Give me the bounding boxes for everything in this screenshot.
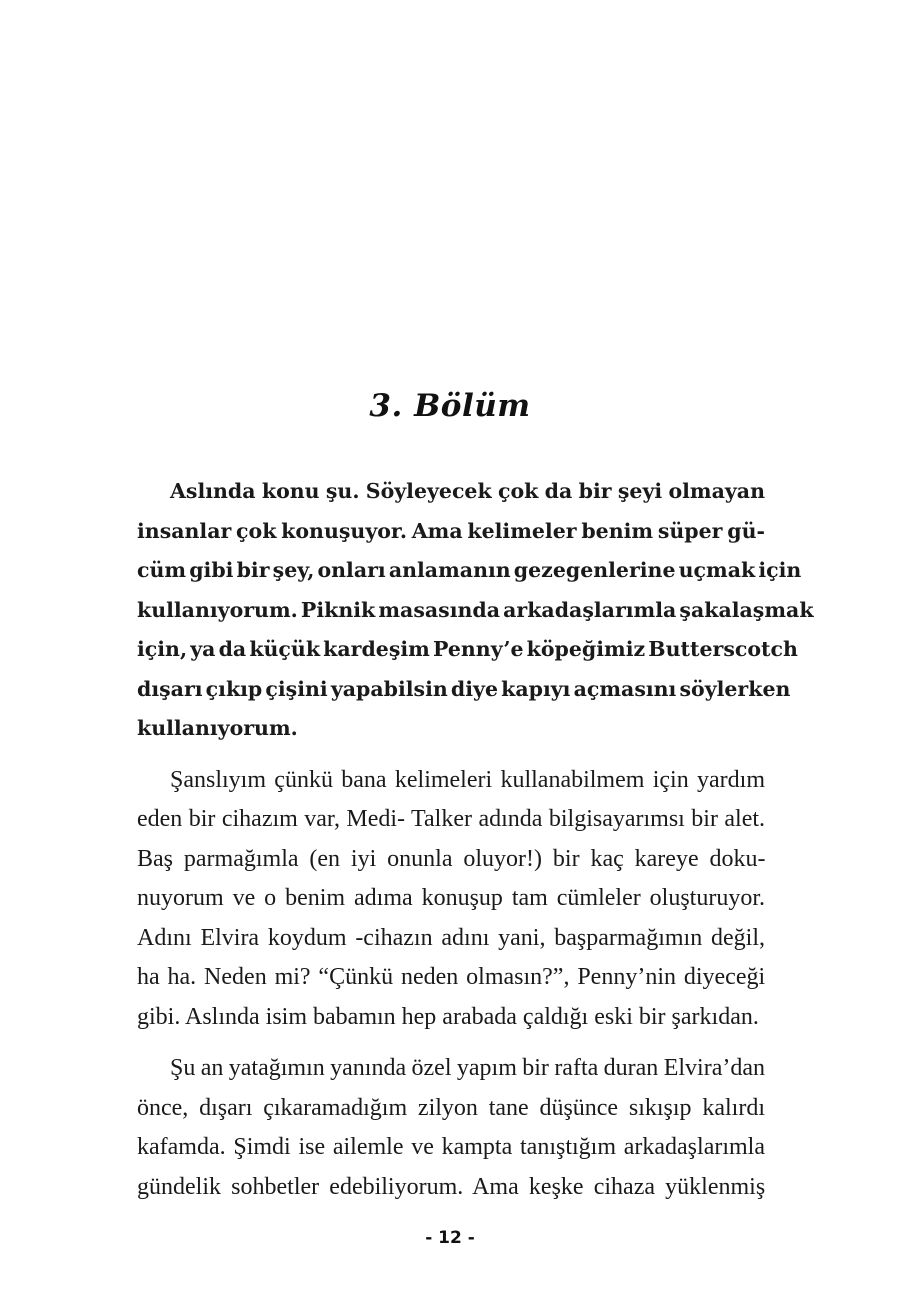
- text-line: cüm gibi bir şey, onları anlamanın gezegenlerine uçmak için: [137, 558, 802, 582]
- text-line: gibi. Aslında isim babamın hep arabada çaldığı eski bir şarkıdan.: [137, 1003, 759, 1030]
- text-line: eden bir cihazım var, Medi- Talker adında bilgisayarımsı bir alet.: [137, 806, 766, 832]
- text-line: gündelik sohbetler edebiliyorum. Ama keşke cihaza yüklenmiş: [137, 1173, 766, 1200]
- chapter-title: 3. Bölüm: [369, 388, 531, 424]
- text-line: Şu an yatağımın yanında özel yapım bir rafta duran Elvira’dan: [170, 1055, 765, 1081]
- text-line: dışarı çıkıp çişini yapabilsin diye kapıyı açmasını söylerken: [137, 676, 791, 701]
- text-line: Baş parmağımla (en iyi onunla oluyor!) bir kaç kareye doku-: [137, 845, 766, 872]
- text-line: önce, dışarı çıkaramadığım zilyon tane düşünce sıkışıp kalırdı: [137, 1094, 765, 1121]
- text-line: kullanıyorum. Piknik masasında arkadaşlarımla şakalaşmak: [137, 597, 814, 622]
- text-line: nuyorum ve o benim adıma konuşup tam cümleler oluşturuyor.: [137, 885, 765, 911]
- paragraph-1: [137, 472, 814, 749]
- paragraph-2: [137, 761, 765, 1038]
- page-number: - 12 -: [425, 1228, 475, 1248]
- text-line: kullanıyorum.: [137, 716, 298, 740]
- text-line: Aslında konu şu. Söyleyecek çok da bir şeyi olmayan: [170, 479, 765, 503]
- text-line: kafamda. Şimdi ise ailemle ve kampta tanıştığım arkadaşlarımla: [137, 1134, 765, 1160]
- paragraph-3: [137, 1049, 765, 1207]
- text-line: ha ha. Neden mi? “Çünkü neden olmasın?”, Penny’nin diyeceği: [137, 964, 766, 990]
- text-line: Adını Elvira koydum -cihazın adını yani, başparmağımın değil,: [137, 924, 765, 951]
- text-line: için, ya da küçük kardeşim Penny’e köpeğimiz Butterscotch: [137, 637, 798, 661]
- text-line: Şanslıyım çünkü bana kelimeleri kullanabilmem için yardım: [170, 766, 765, 793]
- body-text: [137, 472, 814, 1207]
- text-line: insanlar çok konuşuyor. Ama kelimeler benim süper gü-: [137, 518, 765, 543]
